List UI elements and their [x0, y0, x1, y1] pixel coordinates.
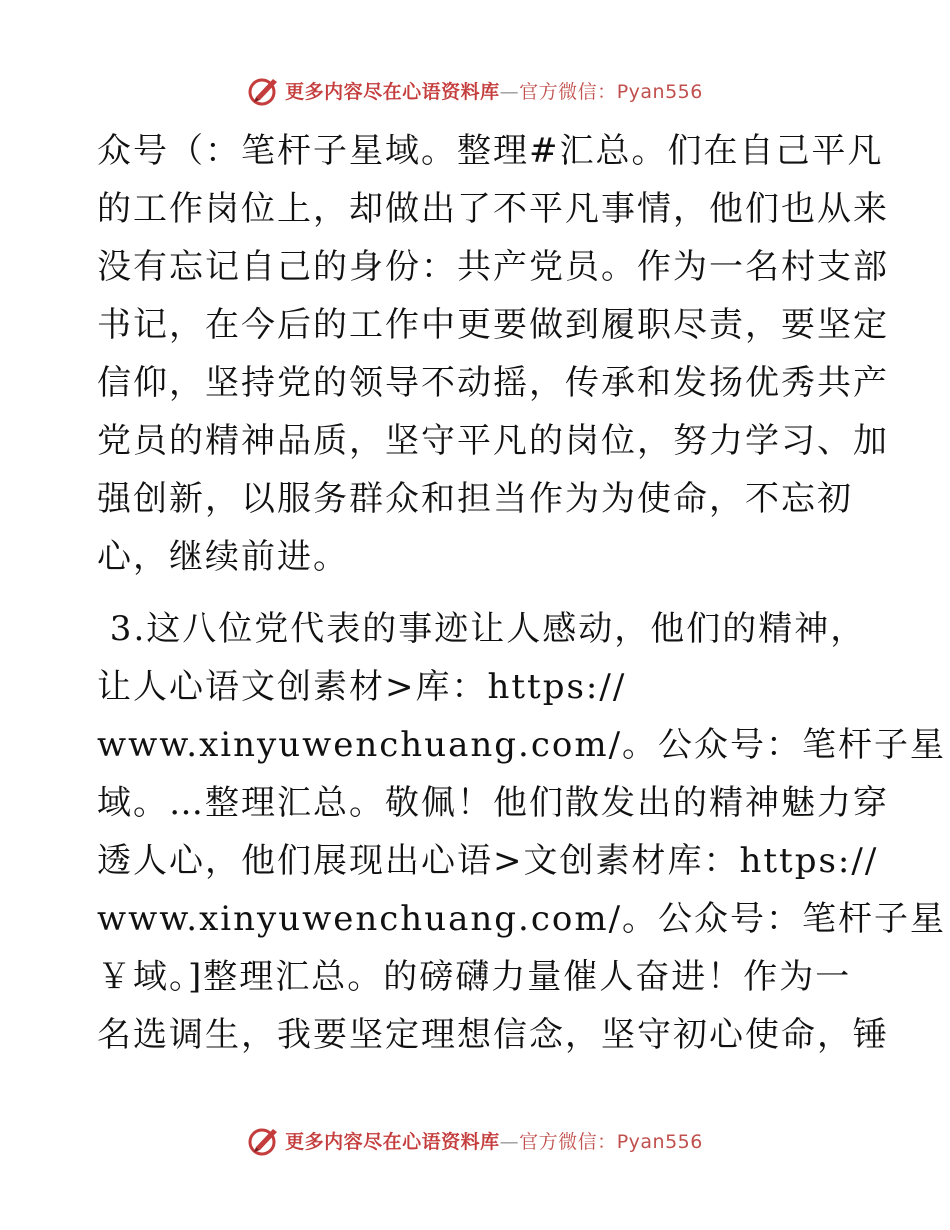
- text-line: 域。…整理汇总。敬佩！他们散发出的精神魅力穿: [97, 783, 889, 823]
- header-banner-main: 更多内容尽在心语资料库: [285, 80, 500, 103]
- pen-logo-icon: [247, 1123, 281, 1157]
- header-banner: [0, 70, 950, 110]
- text-line: 党员的精神品质，坚守平凡的岗位，努力学习、加: [97, 421, 889, 461]
- paragraph-2: [97, 600, 947, 1064]
- text-line: 强创新，以服务群众和担当作为为使命，不忘初: [97, 479, 853, 519]
- footer-banner-id: Pyan556: [616, 1130, 703, 1153]
- pen-logo-icon: [247, 73, 281, 107]
- text-line: 众号（：笔杆子星域。整理#汇总。们在自己平凡: [97, 131, 884, 171]
- footer-banner: [0, 1120, 950, 1160]
- text-line: 让人心语文创素材>库：https://: [97, 667, 627, 707]
- header-banner-id: Pyan556: [616, 80, 703, 103]
- text-line: 信仰，坚持党的领导不动摇，传承和发扬优秀共产: [97, 363, 889, 403]
- paragraph-1: [97, 122, 889, 586]
- footer-banner-separator: —: [499, 1130, 520, 1153]
- header-banner-separator: —: [499, 80, 520, 103]
- document-body: [97, 122, 947, 1064]
- header-banner-text: [285, 77, 703, 104]
- text-line: ￥域。]整理汇总。的磅礴力量催人奋进！作为一: [97, 957, 852, 997]
- text-line: 心，继续前进。: [97, 537, 349, 577]
- text-line: 透人心，他们展现出心语>文创素材库：https://: [97, 841, 879, 881]
- text-line: 名选调生，我要坚定理想信念，坚守初心使命，锤: [97, 1015, 889, 1055]
- text-line: www.xinyuwenchuang.com/。公众号：笔杆子星: [97, 899, 947, 939]
- footer-banner-main: 更多内容尽在心语资料库: [285, 1130, 500, 1153]
- text-line: 的工作岗位上，却做出了不平凡事情，他们也从来: [97, 189, 889, 229]
- text-line: 书记，在今后的工作中更要做到履职尽责，要坚定: [97, 305, 889, 345]
- footer-banner-text: [285, 1127, 703, 1154]
- footer-banner-label: 官方微信：: [519, 1130, 617, 1153]
- text-line: www.xinyuwenchuang.com/。公众号：笔杆子星: [97, 725, 947, 765]
- header-banner-label: 官方微信：: [519, 80, 617, 103]
- text-line: 3.这八位党代表的事迹让人感动，他们的精神，: [97, 609, 867, 649]
- paragraph-gap: [97, 586, 857, 600]
- text-line: 没有忘记自己的身份：共产党员。作为一名村支部: [97, 247, 889, 287]
